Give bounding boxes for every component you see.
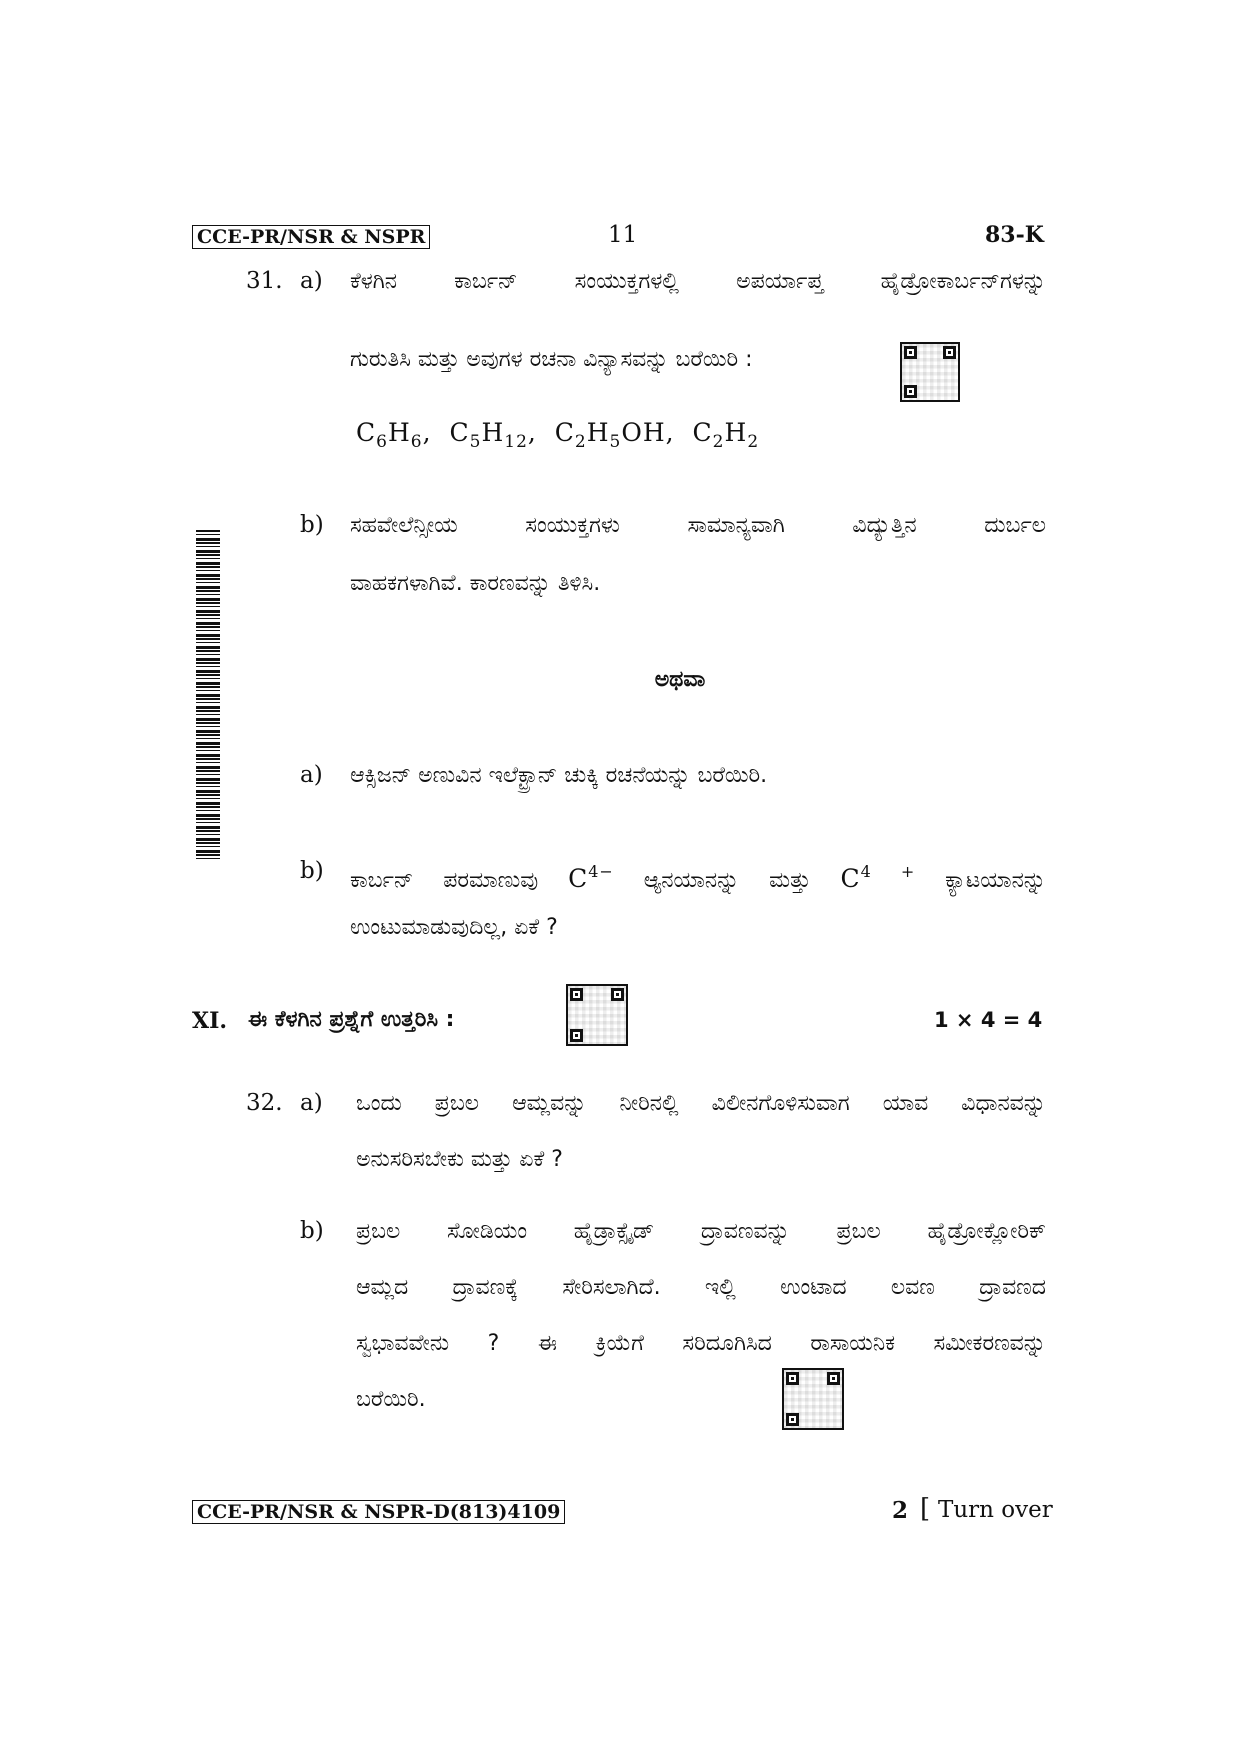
or-label: ಅಥವಾ [654, 667, 706, 692]
q32-b-text-line1: ಪ್ರಬಲ ಸೋಡಿಯಂ ಹೈಡ್ರಾಕ್ಸೈಡ್ ದ್ರಾವಣವನ್ನು ಪ್ರಬಲ ಹೈಡ್ರೋಕ್ಲೋರಿಕ್ [356, 1219, 1046, 1244]
qr-code-icon [782, 1368, 844, 1430]
qr-code-icon [566, 984, 628, 1046]
question-number-31: 31. [246, 268, 283, 294]
q31-alt-b-label: b) [300, 858, 324, 884]
formula-benzene: $C_6H_6$, [356, 418, 432, 452]
carbon-anion-formula: $C^{4-}$ [568, 862, 614, 893]
header-subject-code: 83-K [985, 222, 1044, 248]
q32-b-label: b) [300, 1218, 324, 1244]
header-paper-code: CCE-PR/NSR & NSPR [192, 225, 430, 249]
q31-formula-list [356, 418, 759, 452]
footer-turn-over: Turn over [938, 1497, 1053, 1523]
q32-a-text-line1: ಒಂದು ಪ್ರಬಲ ಆಮ್ಲವನ್ನು ನೀರಿನಲ್ಲಿ ವಿಲೀನಗೊಳಿಸುವಾಗ ಯಾವ ವಿಧಾನವನ್ನು [356, 1091, 1046, 1116]
q31-alt-a-label: a) [300, 762, 323, 788]
q31-b-text-line2: ವಾಹಕಗಳಾಗಿವೆ. ಕಾರಣವನ್ನು ತಿಳಿಸಿ. [350, 571, 601, 596]
q31-b-text-line1: ಸಹವೇಲೆನ್ಸೀಯ ಸಂಯುಕ್ತಗಳು ಸಾಮಾನ್ಯವಾಗಿ ವಿದ್ಯುತ್ತಿನ ದುರ್ಬಲ [350, 513, 1046, 538]
footer-paper-code: CCE-PR/NSR & NSPR-D(813)4109 [192, 1500, 565, 1524]
q32-b-text-line3: ಸ್ವಭಾವವೇನು ? ಈ ಕ್ರಿಯೆಗೆ ಸರಿದೂಗಿಸಿದ ರಾಸಾಯನಿಕ ಸಮೀಕರಣವನ್ನು [356, 1331, 1046, 1356]
question-number-32: 32. [246, 1090, 283, 1116]
q32-a-label: a) [300, 1090, 323, 1116]
q31-b-label: b) [300, 512, 324, 538]
formula-ethyne: $C_2H_2$ [692, 418, 760, 452]
q31-a-text-line2: ಗುರುತಿಸಿ ಮತ್ತು ಅವುಗಳ ರಚನಾ ವಿನ್ಯಾಸವನ್ನು ಬರೆಯಿರಿ : [350, 347, 753, 372]
q31-a-text-line1: ಕೆಳಗಿನ ಕಾರ್ಬನ್ ಸಂಯುಕ್ತಗಳಲ್ಲಿ ಅಪರ್ಯಾಪ್ತ ಹೈಡ್ರೋಕಾರ್ಬನ್‌ಗಳನ್ನು [350, 269, 1046, 294]
q31-alt-b-text-line2: ಉಂಟುಮಾಡುವುದಿಲ್ಲ, ಏಕೆ ? [350, 915, 558, 940]
q31-alt-b-text-line1: ಕಾರ್ಬನ್ ಪರಮಾಣುವು $C^{4-}$ ಆ್ಯನಯಾನನ್ನು ಮತ್ತು $C^{4 +}$ ಕ್ಯಾಟಯಾನನ್ನು [350, 862, 1046, 893]
q32-a-text-line2: ಅನುಸರಿಸಬೇಕು ಮತ್ತು ಏಕೆ ? [356, 1147, 563, 1172]
q31-a-label: a) [300, 268, 323, 294]
header-page-number: 11 [608, 222, 638, 248]
section-marks: 1 × 4 = 4 [934, 1008, 1043, 1032]
q32-b-text-line2: ಆಮ್ಲದ ದ್ರಾವಣಕ್ಕೆ ಸೇರಿಸಲಾಗಿದೆ. ಇಲ್ಲಿ ಉಂಟಾದ ಲವಣ ದ್ರಾವಣದ [356, 1275, 1046, 1300]
formula-ethanol: $C_2H_5OH$, [554, 418, 675, 452]
qr-code-icon [900, 342, 960, 402]
q31-alt-a-text: ಆಕ್ಸಿಜನ್ ಅಣುವಿನ ಇಲೆಕ್ಟ್ರಾನ್ ಚುಕ್ಕಿ ರಚನೆಯನ್ನು ಬರೆಯಿರಿ. [350, 763, 768, 788]
barcode-icon [196, 530, 220, 860]
q32-b-text-line4: ಬರೆಯಿರಿ. [356, 1387, 426, 1412]
formula-pentane: $C_5H_{12}$, [449, 418, 537, 452]
carbon-cation-formula: $C^{4 +}$ [840, 862, 916, 893]
footer-sheet-number: 2 [892, 1497, 909, 1524]
section-title: ಈ ಕೆಳಗಿನ ಪ್ರಶ್ನೆಗೆ ಉತ್ತರಿಸಿ : [248, 1007, 455, 1032]
section-number: XI. [192, 1008, 228, 1034]
footer-bracket: [ [920, 1494, 931, 1524]
